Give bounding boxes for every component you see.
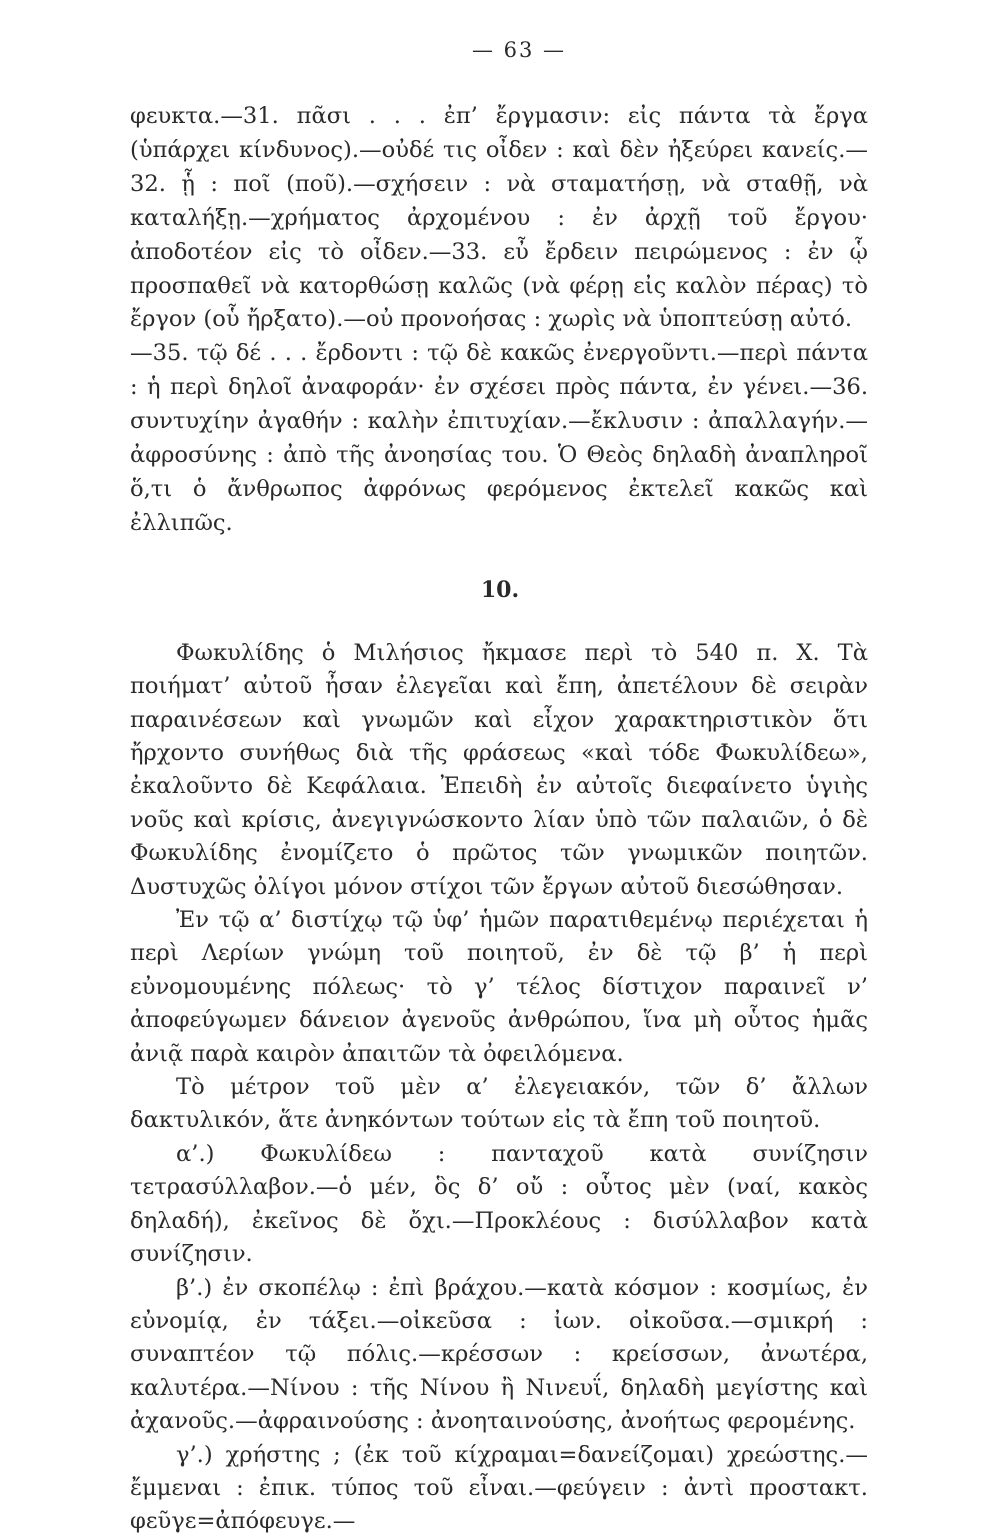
note-paragraph: φευκτα.—31. πᾶσι . . . ἐπ’ ἔργμασιν: εἰς πάντα τὰ ἔργα (ὑπάρχει κίνδυνος).—οὐδέ τις οἶδεν : καὶ δὲν ἠξεύρει κανείς.—32. ᾗ : ποῖ (ποῦ).—σχήσειν : νὰ σταματήσῃ, νὰ σταθῇ, νὰ καταλήξῃ.—χρήματος ἀρχομένου : ἐν ἀρχῇ τοῦ ἔργου· ἀποδοτέον εἰς τὸ οἶδεν.—33. εὖ ἔρδειν πειρώμενος : ἐν ᾧ προσπαθεῖ νὰ κατορθώσῃ καλῶς (νὰ φέρῃ εἰς καλὸν πέρας) τὸ ἔργον (οὗ ἤρξατο).—οὐ προνοήσας : χωρὶς νὰ ὑποπτεύσῃ αὐτό. — [130, 103, 868, 333]
note-paragraph: —35. τῷ δέ . . . ἔρδοντι : τῷ δὲ κακῶς ἐνεργοῦντι.—περὶ πάντα : ἡ περὶ δηλοῖ ἀναφοράν· ἐν σχέσει πρὸς πάντα, ἐν γένει.—36. συντυχίην ἀγαθήν : καλὴν ἐπιτυχίαν.—ἔκλυσιν : ἀπαλλαγήν.—ἀφροσύνης : ἀπὸ τῆς ἀνοησίας του. Ὁ Θεὸς δηλαδὴ ἀναπληροῖ ὅ,τι ὁ ἄνθρωπος ἀφρόνως φερόμενος ἐκτελεῖ κακῶς καὶ ἐλλιπῶς. — [130, 340, 868, 536]
body-paragraph: Φωκυλίδης ὁ Μιλήσιος ἤκμασε περὶ τὸ 540 π. Χ. Τὰ ποιήματ’ αὐτοῦ ἦσαν ἐλεγεῖαι καὶ ἔπη, ἀπετέλουν δὲ σειρὰν παραινέσεων καὶ γνωμῶν καὶ εἶχον χαρακτηριστικὸν ὅτι ἤρχοντο συνήθως διὰ τῆς φράσεως «καὶ τόδε Φωκυλίδεω», ἐκαλοῦντο δὲ Κεφάλαια. Ἐπειδὴ ἐν αὐτοῖς διεφαίνετο ὑγιὴς νοῦς καὶ κρίσις, ἀνεγιγνώσκοντο λίαν ὑπὸ τῶν παλαιῶν, ὁ δὲ Φωκυλίδης ἐνομίζετο ὁ πρῶτος τῶν γνωμικῶν ποιητῶν. Δυστυχῶς ὀλίγοι μόνον στίχοι τῶν ἔργων αὐτοῦ διεσώθησαν. — [130, 639, 868, 900]
body-paragraph: γ’.) χρήστης ; (ἐκ τοῦ κίχραμαι=δανείζομαι) χρεώστης.—ἔμμεναι : ἐπικ. τύπος τοῦ εἶναι.—φεύγειν : ἀντὶ προστακτ. φεῦγε=ἀπόφευγε.— — [130, 1441, 868, 1535]
section-body — [130, 637, 868, 1539]
body-paragraph: β’.) ἐν σκοπέλῳ : ἐπὶ βράχου.—κατὰ κόσμον : κοσμίως, ἐν εὐνομίᾳ, ἐν τάξει.—οἰκεῦσα : ἰων. οἰκοῦσα.—σμικρή : συναπτέον τῷ πόλις.—κρέσσων : κρείσσων, ἀνωτέρα, καλυτέρα.—Νίνου : τῆς Νίνου ἢ Νινευΐ, δηλαδὴ μεγίστης καὶ ἀχανοῦς.—ἀφραινούσης : ἀνοηταινούσης, ἀνοήτως φερομένης. — [130, 1274, 868, 1435]
body-paragraph: Ἐν τῷ α’ διστίχῳ τῷ ὑφ’ ἡμῶν παρατιθεμένῳ περιέχεται ἡ περὶ Λερίων γνώμη τοῦ ποιητοῦ, ἐν δὲ τῷ β’ ἡ περὶ εὐνομουμένης πόλεως· τὸ γ’ τέλος δίστιχον παραινεῖ ν’ ἀποφεύγωμεν δάνειον ἀγενοῦς ἀνθρώπου, ἵνα μὴ οὗτος ἡμᾶς ἀνιᾷ παρὰ καιρὸν ἀπαιτῶν τὰ ὀφειλόμενα. — [130, 907, 868, 1067]
section-number: 10. — [480, 576, 520, 603]
body-paragraph: Τὸ μέτρον τοῦ μὲν α’ ἐλεγειακόν, τῶν δ’ ἄλλων δακτυλικόν, ἅτε ἀνηκόντων τούτων εἰς τὰ ἔπη τοῦ ποιητοῦ. — [130, 1074, 868, 1134]
body-paragraph: α’.) Φωκυλίδεω : πανταχοῦ κατὰ συνίζησιν τετρασύλλαβον.—ὁ μέν, ὃς δ’ οὔ : οὗτος μὲν (ναί, κακὸς δηλαδή), ἐκεῖνος δὲ ὄχι.—Προκλέους : δισύλλαβον κατὰ συνίζησιν. — [130, 1140, 868, 1268]
page-number: — 63 — — [471, 38, 567, 62]
commentary-notes — [130, 100, 868, 541]
